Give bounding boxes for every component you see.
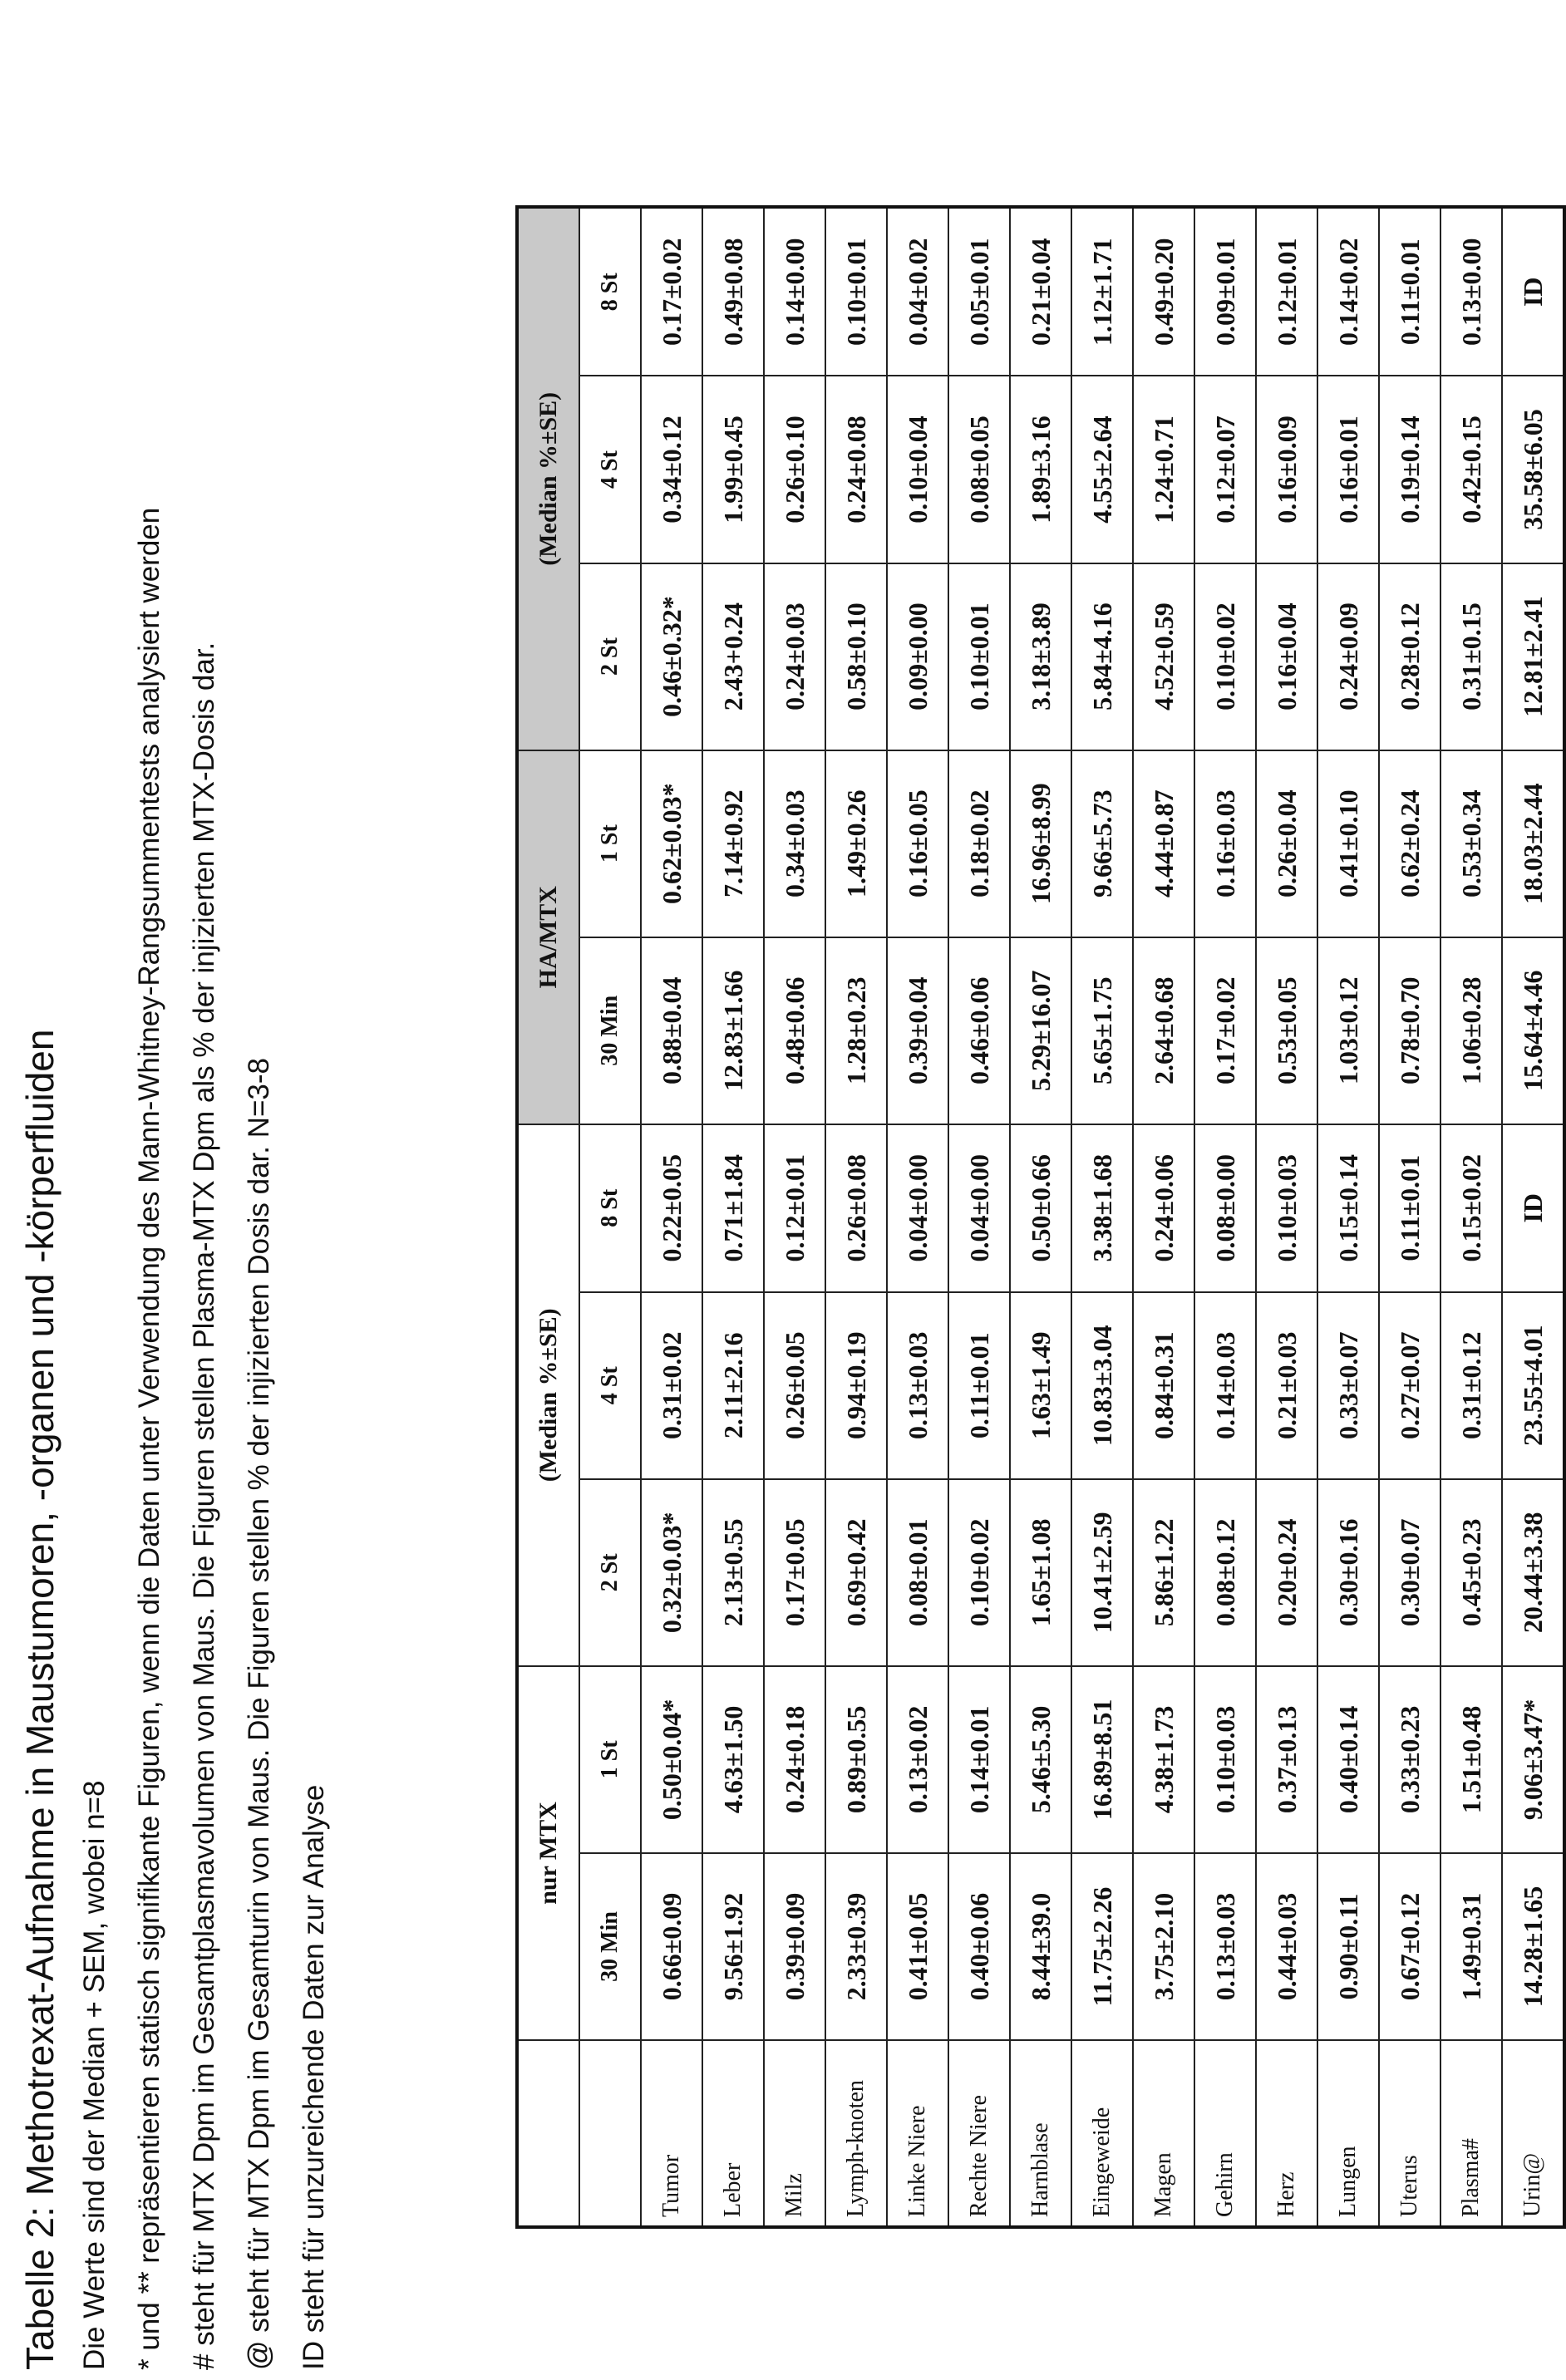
value-cell: 0.41±0.10 [1317,750,1379,937]
value-cell: 0.24±0.06 [1133,1124,1194,1292]
value-cell: 0.37±0.13 [1256,1666,1317,1853]
table-row [641,207,702,2227]
organ-label: Tumor [641,2040,702,2227]
value-cell: 0.12±0.07 [1194,376,1256,563]
table-row [702,207,764,2227]
value-cell: 0.10±0.02 [948,1479,1010,1666]
value-cell: 0.24±0.03 [764,563,825,750]
value-cell: 0.10±0.03 [1256,1124,1317,1292]
value-cell: 0.08±0.00 [1194,1124,1256,1292]
value-cell: 0.16±0.04 [1256,563,1317,750]
organ-label: Lymph-knoten [825,2040,887,2227]
value-cell: 0.40±0.14 [1317,1666,1379,1853]
value-cell: 0.14±0.02 [1317,207,1379,376]
value-cell: 0.53±0.05 [1256,937,1317,1124]
value-cell: 0.14±0.00 [764,207,825,376]
group-median-ha-mtx: (Median %±SE) [517,207,579,750]
value-cell: 12.83±1.66 [702,937,764,1124]
value-cell: 1.49±0.31 [1440,1853,1502,2040]
table-row [764,207,825,2227]
value-cell: 1.03±0.12 [1317,937,1379,1124]
value-cell: 0.26±0.04 [1256,750,1317,937]
table-row [1440,207,1502,2227]
caption [17,18,349,2370]
value-cell: 0.78±0.70 [1379,937,1440,1124]
caption-line: ID steht für unzureichende Daten zur Analyse [298,1784,330,2370]
table-title: Tabelle 2: Methotrexat-Aufnahme in Maustumoren, -organen und -körperfluiden [18,1029,62,2370]
value-cell: 16.89±8.51 [1071,1666,1133,1853]
organ-label: Herz [1256,2040,1317,2227]
value-cell: 12.81±2.41 [1502,563,1564,750]
value-cell: 0.14±0.03 [1194,1292,1256,1479]
caption-line: @ steht für MTX Dpm im Gesamturin von Maus. Die Figuren stellen % der injizierten Dosis dar. N=3-8 [243,1057,275,2370]
value-cell: 0.58±0.10 [825,563,887,750]
organ-label: Harnblase [1010,2040,1071,2227]
value-cell: 2.43+0.24 [702,563,764,750]
value-cell: 0.12±0.01 [764,1124,825,1292]
value-cell: 0.12±0.01 [1256,207,1317,376]
caption-line: Die Werte sind der Median + SEM, wobei n=8 [78,1780,111,2370]
value-cell: 0.04±0.00 [948,1124,1010,1292]
timepoint-header: 4 St [579,1292,641,1479]
value-cell: 0.31±0.15 [1440,563,1502,750]
organ-label: Rechte Niere [948,2040,1010,2227]
table-row [1010,207,1071,2227]
timepoint-header: 2 St [579,563,641,750]
value-cell: 0.11±0.01 [1379,207,1440,376]
value-cell: 0.13±0.03 [887,1292,948,1479]
value-cell: 0.04±0.02 [887,207,948,376]
value-cell: 0.10±0.03 [1194,1666,1256,1853]
value-cell: 0.39±0.09 [764,1853,825,2040]
value-cell: 0.10±0.02 [1194,563,1256,750]
organ-label: Uterus [1379,2040,1440,2227]
value-cell: 0.14±0.01 [948,1666,1010,1853]
value-cell: 0.21±0.04 [1010,207,1071,376]
table-row [948,207,1010,2227]
value-cell: 1.06±0.28 [1440,937,1502,1124]
value-cell: 0.11±0.01 [1379,1124,1440,1292]
value-cell: 10.83±3.04 [1071,1292,1133,1479]
timepoint-header: 1 St [579,1666,641,1853]
value-cell: 4.38±1.73 [1133,1666,1194,1853]
value-cell: 0.26±0.05 [764,1292,825,1479]
value-cell: 0.67±0.12 [1379,1853,1440,2040]
value-cell: 4.52±0.59 [1133,563,1194,750]
value-cell: 0.24±0.18 [764,1666,825,1853]
value-cell: 0.45±0.23 [1440,1479,1502,1666]
value-cell: 0.18±0.02 [948,750,1010,937]
value-cell: 9.66±5.73 [1071,750,1133,937]
value-cell: 9.06±3.47* [1502,1666,1564,1853]
timepoint-header: 30 Min [579,937,641,1124]
value-cell: 0.27±0.07 [1379,1292,1440,1479]
caption-line: # steht für MTX Dpm im Gesamtplasmavolumen von Maus. Die Figuren stellen Plasma-MTX Dpm als % der injizierten MTX-Dosis dar. [188,642,220,2370]
value-cell: 0.31±0.12 [1440,1292,1502,1479]
value-cell: 1.12±1.71 [1071,207,1133,376]
table-row [1071,207,1133,2227]
group-header-row [517,207,579,2227]
value-cell: 0.08±0.01 [887,1479,948,1666]
value-cell: 0.49±0.08 [702,207,764,376]
value-cell: 11.75±2.26 [1071,1853,1133,2040]
value-cell: 0.10±0.01 [825,207,887,376]
corner-cell [579,2040,641,2227]
value-cell: 0.10±0.01 [948,563,1010,750]
value-cell: 0.17±0.02 [641,207,702,376]
value-cell: 0.15±0.14 [1317,1124,1379,1292]
table-row [887,207,948,2227]
value-cell: 0.24±0.08 [825,376,887,563]
value-cell: 2.13±0.55 [702,1479,764,1666]
value-cell: 0.39±0.04 [887,937,948,1124]
value-cell: 4.44±0.87 [1133,750,1194,937]
value-cell: 35.58±6.05 [1502,376,1564,563]
table-row [1194,207,1256,2227]
value-cell: 16.96±8.99 [1010,750,1071,937]
value-cell: 0.53±0.34 [1440,750,1502,937]
value-cell: 0.31±0.02 [641,1292,702,1479]
value-cell: 2.11±2.16 [702,1292,764,1479]
value-cell: 0.26±0.08 [825,1124,887,1292]
value-cell: 0.90±0.11 [1317,1853,1379,2040]
organ-label: Gehirn [1194,2040,1256,2227]
table-row [1502,207,1564,2227]
value-cell: 0.30±0.07 [1379,1479,1440,1666]
corner-cell [517,2040,579,2227]
value-cell: 0.69±0.42 [825,1479,887,1666]
value-cell: 9.56±1.92 [702,1853,764,2040]
timepoint-header: 1 St [579,750,641,937]
value-cell: 0.16±0.05 [887,750,948,937]
uptake-table [515,205,1566,2229]
value-cell: 0.20±0.24 [1256,1479,1317,1666]
value-cell: 0.48±0.06 [764,937,825,1124]
value-cell: 23.55±4.01 [1502,1292,1564,1479]
value-cell: ID [1502,1124,1564,1292]
value-cell: 10.41±2.59 [1071,1479,1133,1666]
value-cell: 0.09±0.00 [887,563,948,750]
value-cell: 3.18±3.89 [1010,563,1071,750]
value-cell: 15.64±4.46 [1502,937,1564,1124]
value-cell: 0.88±0.04 [641,937,702,1124]
value-cell: 0.05±0.01 [948,207,1010,376]
organ-label: Lungen [1317,2040,1379,2227]
value-cell: 0.50±0.66 [1010,1124,1071,1292]
group-median-nur-mtx: (Median %±SE) [517,1124,579,1666]
value-cell: 0.22±0.05 [641,1124,702,1292]
value-cell: 0.46±0.06 [948,937,1010,1124]
value-cell: 0.16±0.09 [1256,376,1317,563]
value-cell: 0.71±1.84 [702,1124,764,1292]
value-cell: 7.14±0.92 [702,750,764,937]
value-cell: 0.46±0.32* [641,563,702,750]
value-cell: 0.10±0.04 [887,376,948,563]
timepoint-header-row [579,207,641,2227]
value-cell: 1.63±1.49 [1010,1292,1071,1479]
value-cell: 0.09±0.01 [1194,207,1256,376]
value-cell: 1.28±0.23 [825,937,887,1124]
table-row [1133,207,1194,2227]
group-label-nur-mtx: nur MTX [517,1666,579,2040]
value-cell: 0.41±0.05 [887,1853,948,2040]
value-cell: 0.49±0.20 [1133,207,1194,376]
value-cell: 0.17±0.05 [764,1479,825,1666]
value-cell: 1.24±0.71 [1133,376,1194,563]
value-cell: 0.28±0.12 [1379,563,1440,750]
value-cell: 0.24±0.09 [1317,563,1379,750]
value-cell: 0.34±0.12 [641,376,702,563]
caption-line: * und ** repräsentieren statisch signifikante Figuren, wenn die Daten unter Verwendung des Mann-Whitney-Rangsummentests analysiert werden [133,507,165,2370]
value-cell: 0.04±0.00 [887,1124,948,1292]
table-row [825,207,887,2227]
value-cell: 0.44±0.03 [1256,1853,1317,2040]
value-cell: 20.44±3.38 [1502,1479,1564,1666]
value-cell: ID [1502,207,1564,376]
value-cell: 5.29±16.07 [1010,937,1071,1124]
organ-label: Magen [1133,2040,1194,2227]
value-cell: 3.38±1.68 [1071,1124,1133,1292]
table-row [1379,207,1440,2227]
value-cell: 0.26±0.10 [764,376,825,563]
value-cell: 0.62±0.24 [1379,750,1440,937]
value-cell: 0.94±0.19 [825,1292,887,1479]
value-cell: 0.08±0.12 [1194,1479,1256,1666]
timepoint-header: 4 St [579,376,641,563]
value-cell: 0.50±0.04* [641,1666,702,1853]
value-cell: 1.89±3.16 [1010,376,1071,563]
value-cell: 0.13±0.02 [887,1666,948,1853]
value-cell: 0.21±0.03 [1256,1292,1317,1479]
value-cell: 8.44±39.0 [1010,1853,1071,2040]
timepoint-header: 30 Min [579,1853,641,2040]
value-cell: 1.51±0.48 [1440,1666,1502,1853]
value-cell: 0.16±0.03 [1194,750,1256,937]
value-cell: 2.33±0.39 [825,1853,887,2040]
value-cell: 14.28±1.65 [1502,1853,1564,2040]
timepoint-header: 8 St [579,1124,641,1292]
value-cell: 0.33±0.07 [1317,1292,1379,1479]
value-cell: 0.34±0.03 [764,750,825,937]
value-cell: 0.32±0.03* [641,1479,702,1666]
value-cell: 3.75±2.10 [1133,1853,1194,2040]
value-cell: 0.08±0.05 [948,376,1010,563]
value-cell: 4.63±1.50 [702,1666,764,1853]
value-cell: 5.84±4.16 [1071,563,1133,750]
value-cell: 1.65±1.08 [1010,1479,1071,1666]
value-cell: 0.66±0.09 [641,1853,702,2040]
organ-label: Linke Niere [887,2040,948,2227]
value-cell: 4.55±2.64 [1071,376,1133,563]
timepoint-header: 2 St [579,1479,641,1666]
value-cell: 0.11±0.01 [948,1292,1010,1479]
timepoint-header: 8 St [579,207,641,376]
value-cell: 0.89±0.55 [825,1666,887,1853]
value-cell: 0.16±0.01 [1317,376,1379,563]
value-cell: 0.42±0.15 [1440,376,1502,563]
value-cell: 5.46±5.30 [1010,1666,1071,1853]
table-row [1256,207,1317,2227]
organ-label: Urin@ [1502,2040,1564,2227]
table-body [641,207,1564,2227]
table-row [1317,207,1379,2227]
value-cell: 2.64±0.68 [1133,937,1194,1124]
value-cell: 1.99±0.45 [702,376,764,563]
value-cell: 0.84±0.31 [1133,1292,1194,1479]
value-cell: 1.49±0.26 [825,750,887,937]
organ-label: Eingeweide [1071,2040,1133,2227]
value-cell: 5.86±1.22 [1133,1479,1194,1666]
organ-label: Milz [764,2040,825,2227]
value-cell: 0.17±0.02 [1194,937,1256,1124]
value-cell: 0.19±0.14 [1379,376,1440,563]
value-cell: 0.62±0.03* [641,750,702,937]
organ-label: Leber [702,2040,764,2227]
value-cell: 5.65±1.75 [1071,937,1133,1124]
value-cell: 0.33±0.23 [1379,1666,1440,1853]
value-cell: 0.13±0.00 [1440,207,1502,376]
value-cell: 0.40±0.06 [948,1853,1010,2040]
value-cell: 0.13±0.03 [1194,1853,1256,2040]
value-cell: 0.30±0.16 [1317,1479,1379,1666]
value-cell: 18.03±2.44 [1502,750,1564,937]
organ-label: Plasma# [1440,2040,1502,2227]
value-cell: 0.15±0.02 [1440,1124,1502,1292]
group-label-ha-mtx: HA/MTX [517,750,579,1124]
